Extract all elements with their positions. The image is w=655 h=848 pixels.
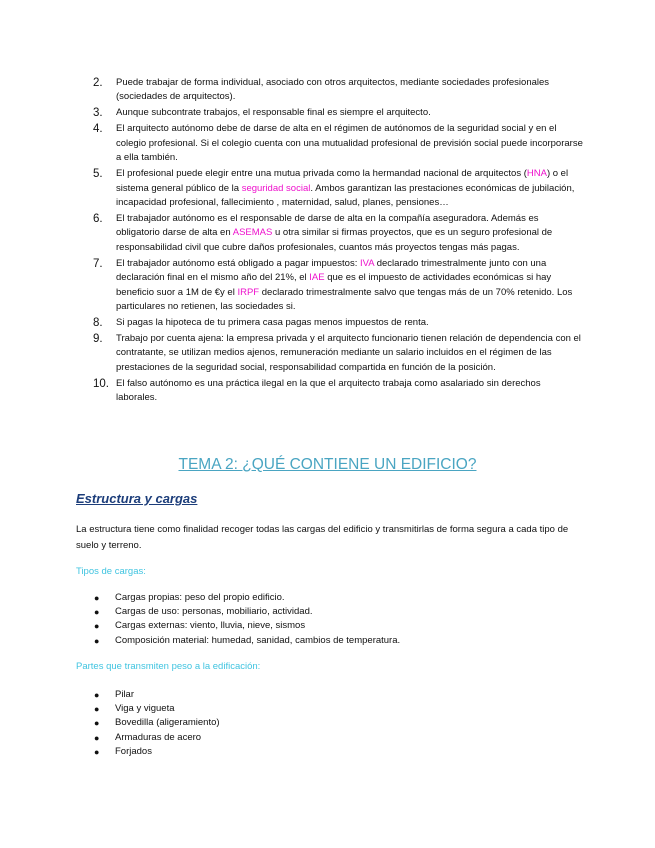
list-item-text (116, 333, 581, 373)
text-segment: El profesional puede elegir entre una mutua privada como la hermandad nacional de arquitectos ( (116, 168, 527, 180)
text-segment: El trabajador autónomo es el responsable de darse de alta en la compañía aseguradora. Además es obligatorio darse de alta en (116, 213, 539, 239)
list-item (93, 257, 583, 315)
bullet-text: Forjados (115, 745, 152, 757)
text-segment: declarado trimestralmente junto con una declaración final en el mismo año del 21%, el (116, 257, 547, 284)
bullet-icon: ● (94, 732, 100, 743)
bullet-item (94, 688, 220, 702)
text-segment: Si pagas la hipoteca de tu primera casa pagas menos impuestos de renta. (116, 317, 429, 329)
list-item (93, 332, 583, 375)
bullet-icon: ● (94, 690, 100, 700)
text-segment: Aunque subcontrate trabajos, el responsable final es siempre el arquitecto. (116, 107, 431, 119)
bullet-item (94, 634, 400, 648)
bullet-icon: ● (94, 607, 100, 618)
partes-heading: Partes que transmiten peso a la edificación: (76, 661, 261, 672)
bullet-icon: ● (94, 704, 100, 715)
tipos-heading: Tipos de cargas: (76, 566, 146, 577)
text-segment: declarado trimestralmente salvo que tengas más de un 70% retenido. Los particulares no retienen, las sociedades si. (116, 286, 573, 313)
text-segment: El falso autónomo es una práctica ilegal en la que el arquitecto trabaja como asalariado sin derechos laborales. (116, 377, 541, 404)
tema-title: TEMA 2: ¿QUÉ CONTIENE UN EDIFICIO? (178, 456, 477, 473)
bullet-icon: ● (94, 621, 100, 632)
highlighted-term: HNA (526, 168, 547, 180)
list-item-text (116, 213, 552, 253)
section-title: Estructura y cargas (76, 491, 198, 506)
list-item (93, 76, 583, 105)
numbered-list (93, 76, 583, 407)
bullet-item (94, 745, 220, 759)
list-item (93, 377, 583, 406)
highlighted-term: IVA (360, 257, 375, 269)
highlighted-term: seguridad social (241, 182, 311, 194)
list-number: 8. (93, 317, 103, 330)
tipos-list (94, 591, 400, 648)
bullet-text: Cargas propias: peso del propio edificio. (115, 592, 285, 603)
text-segment: ) o el sistema general público de la (116, 168, 569, 194)
partes-list (94, 688, 220, 759)
list-item-text (116, 317, 429, 328)
list-number: 7. (93, 257, 103, 270)
bullet-text: Cargas de uso: personas, mobiliario, actividad. (115, 606, 313, 618)
list-item-text (116, 168, 574, 208)
text-segment: El arquitecto autónomo debe de darse de alta en el régimen de autónomos de la seguridad social y en el colegio profesional. Si el colegio cuenta con una mutualidad profesional de previsión social puede incorporarse a ella también. (116, 123, 583, 164)
list-number: 9. (93, 333, 103, 346)
bullet-item (94, 619, 400, 633)
bullet-icon: ● (94, 718, 100, 729)
bullet-text: Viga y vigueta (115, 703, 175, 715)
bullet-text: Bovedilla (aligeramiento) (115, 717, 220, 729)
list-item (93, 167, 583, 210)
highlighted-term: IAE (309, 272, 325, 284)
bullet-text: Armaduras de acero (115, 731, 202, 743)
list-item-text (116, 107, 431, 118)
intro-paragraph: La estructura tiene como finalidad recoger todas las cargas del edificio y transmitirlas de forma segura a cada tipo de suelo y terreno. (76, 524, 569, 551)
bullet-item (94, 605, 400, 619)
bullet-item (94, 702, 220, 716)
bullet-text: Pilar (115, 689, 135, 700)
list-number: 5. (93, 168, 103, 181)
list-item (93, 212, 583, 255)
list-item-text (116, 258, 572, 312)
bullet-icon: ● (94, 746, 100, 757)
text-segment: Puede trabajar de forma individual, asociado con otros arquitectos, mediante sociedades profesionales (sociedades de arquitectos). (116, 77, 550, 103)
text-segment: . Ambos garantizan las prestaciones económicas de jubilación, incapacidad profesional, fallecimiento , maternidad, salud, planes, pensiones… (116, 182, 575, 209)
list-item-text (116, 378, 541, 403)
list-item (93, 122, 583, 165)
text-segment: que es el impuesto de actividades económicas si hay beneficio suor a 1M de €y el (116, 272, 552, 298)
list-item-text (116, 77, 549, 102)
bullet-item (94, 716, 220, 730)
list-item (93, 316, 583, 330)
bullet-text: Cargas externas: viento, lluvia, nieve, sismos (115, 620, 306, 632)
bullet-item (94, 591, 400, 605)
list-number: 3. (93, 107, 103, 120)
text-segment: El trabajador autónomo está obligado a pagar impuestos: (116, 257, 360, 269)
bullet-icon: ● (94, 635, 100, 646)
bullet-text: Composición material: humedad, sanidad, cambios de temperatura. (115, 634, 401, 646)
bullet-item (94, 731, 220, 745)
list-number: 4. (93, 123, 103, 136)
list-item-text (116, 123, 583, 163)
bullet-icon: ● (94, 593, 100, 603)
list-number: 10. (93, 377, 109, 390)
list-item (93, 106, 583, 120)
highlighted-term: ASEMAS (232, 227, 273, 239)
list-number: 2. (93, 77, 103, 89)
list-number: 6. (93, 213, 103, 226)
highlighted-term: IRPF (237, 286, 260, 298)
text-segment: u otra similar si firmas proyectos, que es un seguro profesional de responsabilidad civil que cubre daños profesionales, cuantos más proyectos tengas más pagas. (116, 227, 553, 253)
text-segment: Trabajo por cuenta ajena: la empresa privada y el arquitecto funcionario tienen relación de dependencia con el contratante, se utilizan medios ajenos, remuneración mediante un salario incluidos en el régimen de las prestaciones de la seguridad social, responsabilidad compartida en función de la posición. (116, 333, 581, 373)
